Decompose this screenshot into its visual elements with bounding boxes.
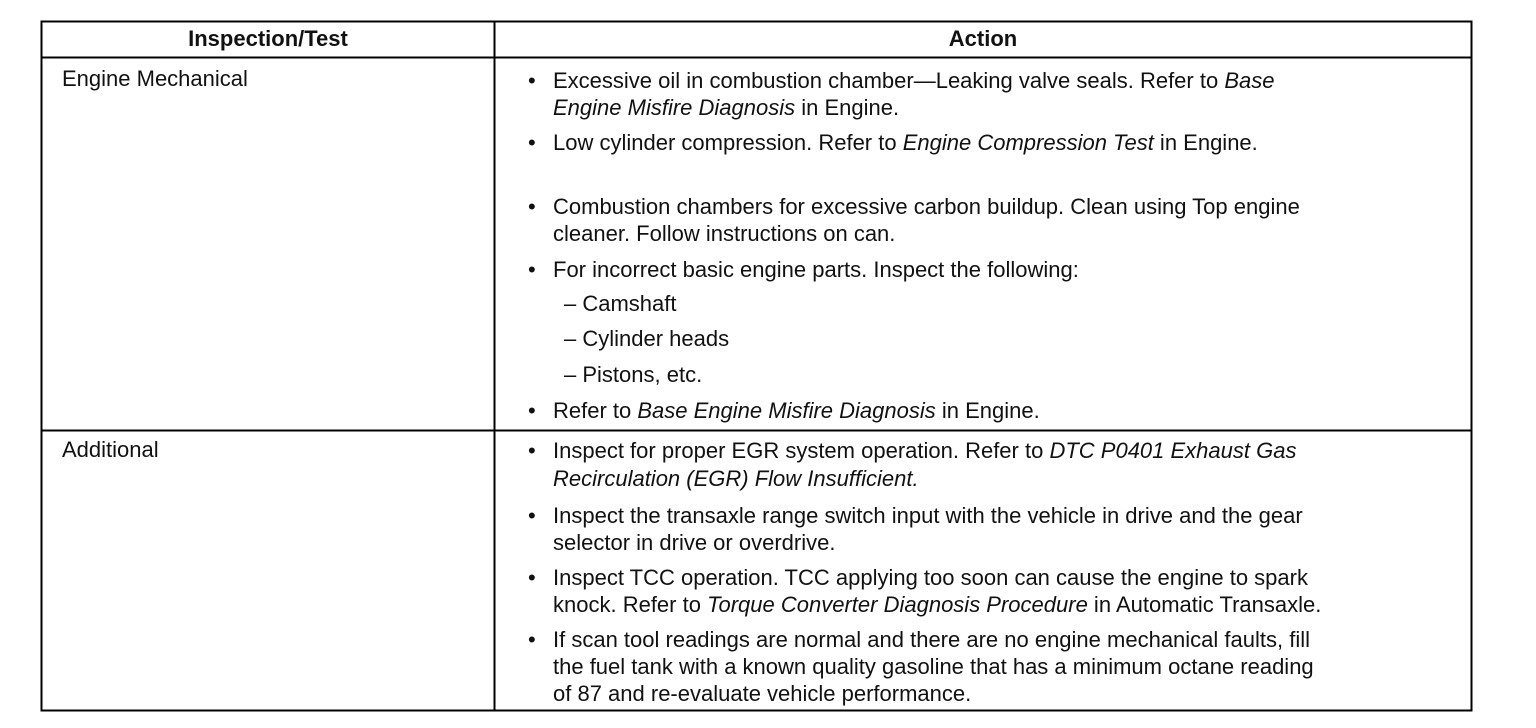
row-category-additional: Additional: [62, 437, 159, 462]
bullet: •: [528, 438, 536, 463]
sub-item: – Camshaft: [564, 291, 677, 316]
row-category-engine-mechanical: Engine Mechanical: [62, 66, 248, 91]
action-item: Excessive oil in combustion chamber—Leaking valve seals. Refer to Base: [553, 68, 1275, 93]
action-item: Refer to Base Engine Misfire Diagnosis in Engine.: [553, 398, 1040, 423]
action-item-cont: cleaner. Follow instructions on can.: [553, 221, 896, 246]
bullet: •: [528, 194, 536, 219]
bullet: •: [528, 398, 536, 423]
bullet: •: [528, 627, 536, 652]
header-inspection-test: Inspection/Test: [188, 26, 348, 51]
action-item-cont: Engine Misfire Diagnosis in Engine.: [553, 95, 900, 120]
action-item-cont: Recirculation (EGR) Flow Insufficient.: [553, 466, 919, 491]
action-item-cont: selector in drive or overdrive.: [553, 530, 836, 555]
action-item: Low cylinder compression. Refer to Engine Compression Test in Engine.: [553, 130, 1258, 155]
bullet: •: [528, 565, 536, 590]
action-item: Inspect the transaxle range switch input with the vehicle in drive and the gear: [553, 503, 1303, 528]
action-item: For incorrect basic engine parts. Inspect the following:: [553, 257, 1079, 282]
sub-item: – Cylinder heads: [564, 326, 730, 351]
action-item-cont: knock. Refer to Torque Converter Diagnosis Procedure in Automatic Transaxle.: [553, 592, 1322, 617]
header-action: Action: [948, 26, 1018, 51]
bullet: •: [528, 503, 536, 528]
action-item-cont: the fuel tank with a known quality gasoline that has a minimum octane reading: [553, 654, 1314, 679]
action-item: If scan tool readings are normal and there are no engine mechanical faults, fill: [553, 627, 1310, 652]
action-item: Inspect for proper EGR system operation. Refer to DTC P0401 Exhaust Gas: [553, 438, 1297, 463]
sub-item: – Pistons, etc.: [564, 362, 703, 387]
bullet: •: [528, 68, 536, 93]
bullet: •: [528, 130, 536, 155]
bullet: •: [528, 257, 536, 282]
action-item: Combustion chambers for excessive carbon buildup. Clean using Top engine: [553, 194, 1300, 219]
action-item: Inspect TCC operation. TCC applying too soon can cause the engine to spark: [553, 565, 1308, 590]
action-item-cont: of 87 and re-evaluate vehicle performance.: [553, 681, 972, 706]
